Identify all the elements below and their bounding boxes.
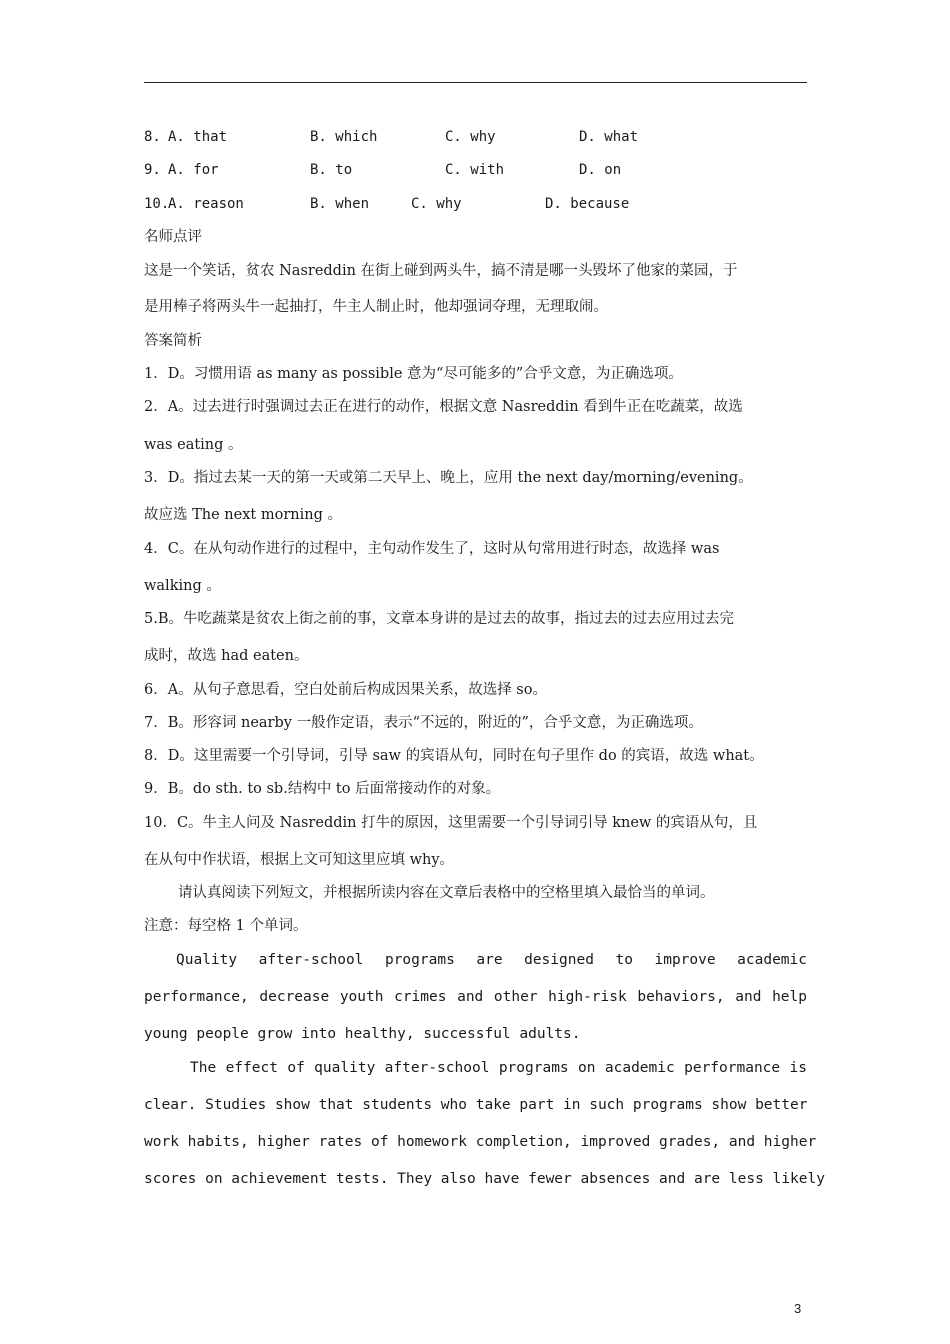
answer-line: 3．D。指过去某一天的第一天或第二天早上、晚上，应用 the next day/morning/evening。 [144, 470, 753, 486]
option-d: D. because [545, 196, 630, 212]
answer-line: 成时，故选 had eaten。 [144, 648, 309, 664]
passage-line: work habits, higher rates of homework completion, improved grades, and higher [144, 1134, 817, 1150]
answer-line: 7．B。形容词 nearby 一般作定语，表示“不远的，附近的”，合乎文意，为正确选项。 [144, 715, 703, 731]
passage-line: young people grow into healthy, successful adults. [144, 1026, 581, 1042]
page-number: 3 [794, 1301, 802, 1316]
passage-line: clear. Studies show that students who take part in such programs show better [144, 1097, 808, 1113]
commentary-line: 是用棒子将两头牛一起抽打，牛主人制止时，他却强词夺理，无理取闹。 [144, 299, 608, 315]
answer-line: 2．A。过去进行时强调过去正在进行的动作，根据文意 Nasreddin 看到牛正在吃蔬菜，故选 [144, 399, 743, 415]
option-a: A. that [168, 129, 228, 145]
answers-heading: 答案简析 [144, 333, 202, 349]
answer-line: 9．B。do sth. to sb.结构中 to 后面常接动作的对象。 [144, 781, 501, 797]
option-b: B. which [310, 129, 378, 145]
passage-line: scores on achievement tests. They also have fewer absences and are less likely [144, 1171, 825, 1187]
answer-line: was eating 。 [144, 437, 243, 453]
passage-paragraph-1 [144, 942, 807, 1053]
option-c: C. with [445, 162, 505, 178]
answer-line: 5.B。牛吃蔬菜是贫农上街之前的事，文章本身讲的是过去的故事，指过去的过去应用过去完 [144, 611, 734, 627]
option-c: C. why [445, 129, 496, 145]
option-d: D. on [579, 162, 622, 178]
answer-line: 在从句中作状语，根据上文可知这里应填 why。 [144, 852, 455, 868]
instruction-line: 请认真阅读下列短文，并根据所读内容在文章后表格中的空格里填入最恰当的单词。 [178, 885, 715, 901]
commentary-heading: 名师点评 [144, 229, 202, 245]
question-number: 10. [144, 196, 170, 212]
answer-line: 6．A。从句子意思看，空白处前后构成因果关系，故选择 so。 [144, 682, 547, 698]
question-number: 8. [144, 129, 161, 145]
header-rule [144, 82, 807, 83]
option-a: A. reason [168, 196, 244, 212]
passage-line: performance, decrease youth crimes and other high-risk behaviors, and help [144, 989, 807, 1005]
answer-line: 1．D。习惯用语 as many as possible 意为“尽可能多的”合乎文意，为正确选项。 [144, 366, 683, 382]
option-d: D. what [579, 129, 639, 145]
passage-paragraph-2 [144, 1050, 825, 1198]
answer-line: 故应选 The next morning 。 [144, 507, 342, 523]
instruction-line: 注意：每空格 1 个单词。 [144, 918, 308, 934]
answer-line: 10．C。牛主人问及 Nasreddin 打牛的原因，这里需要一个引导词引导 knew 的宾语从句，且 [144, 815, 758, 831]
answer-line: walking 。 [144, 578, 221, 594]
option-c: C. why [411, 196, 462, 212]
option-b: B. when [310, 196, 370, 212]
passage-line: The effect of quality after-school programs on academic performance is [190, 1060, 807, 1076]
option-b: B. to [310, 162, 353, 178]
option-a: A. for [168, 162, 219, 178]
passage-line: Quality after-school programs are designed to improve academic [176, 952, 807, 968]
answer-line: 8．D。这里需要一个引导词，引导 saw 的宾语从句，同时在句子里作 do 的宾语，故选 what。 [144, 748, 764, 764]
question-number: 9. [144, 162, 161, 178]
answer-line: 4．C。在从句动作进行的过程中，主句动作发生了，这时从句常用进行时态，故选择 was [144, 541, 720, 557]
commentary-line: 这是一个笑话，贫农 Nasreddin 在街上碰到两头牛，搞不清是哪一头毁坏了他家的菜园，于 [144, 263, 738, 279]
